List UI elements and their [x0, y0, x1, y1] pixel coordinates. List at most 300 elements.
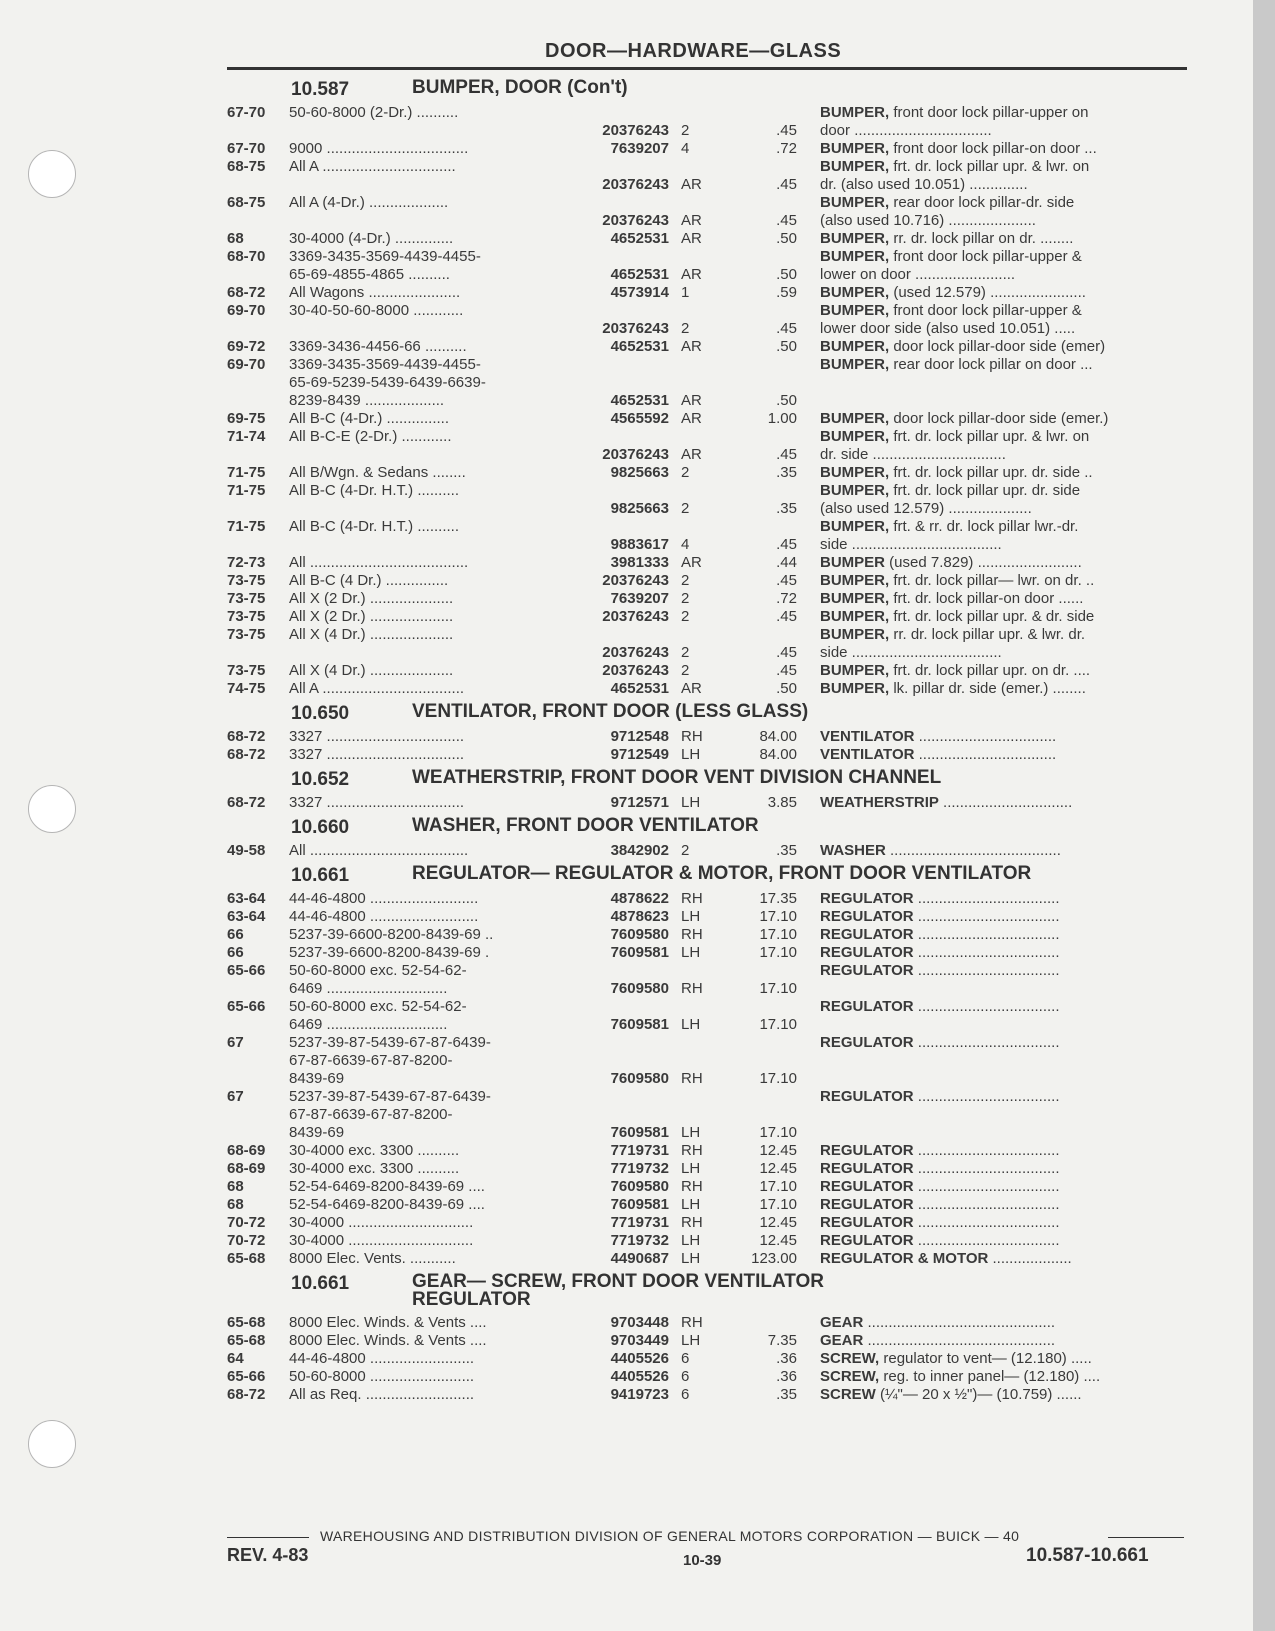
part-row [227, 518, 1187, 554]
quantity: 2 [681, 464, 690, 481]
section-title: VENTILATOR, FRONT DOOR (LESS GLASS) [412, 701, 809, 722]
price: .50 [776, 230, 797, 247]
part-name: BUMPER, [820, 680, 890, 697]
part-number: 7719731 [610, 1214, 669, 1231]
part-name: REGULATOR [820, 1088, 914, 1105]
part-number: 3981333 [610, 554, 669, 571]
section-number: 10.587 [291, 79, 350, 100]
model-year: 71-75 [227, 518, 266, 535]
part-number: 20376243 [602, 662, 669, 679]
model-year: 67-70 [227, 140, 266, 157]
part-number: 9825663 [610, 500, 669, 517]
part-description: REGULATOR .................................. [820, 1034, 1060, 1051]
part-row [227, 1160, 1187, 1178]
model-applic: 5237-39-6600-8200-8439-69 . [289, 944, 490, 961]
quantity: LH [681, 746, 701, 763]
quantity: 2 [681, 590, 690, 607]
part-description: REGULATOR .................................. [820, 962, 1060, 979]
model-year: 67 [227, 1088, 244, 1105]
quantity: AR [681, 446, 702, 463]
part-description: REGULATOR .................................. [820, 1142, 1060, 1159]
price: 17.35 [759, 890, 797, 907]
model-year: 68 [227, 230, 244, 247]
model-applic: 50-60-8000 exc. 52-54-62- 6469 ............................. [289, 962, 467, 997]
model-year: 71-75 [227, 464, 266, 481]
part-name: REGULATOR [820, 962, 914, 979]
quantity: 2 [681, 608, 690, 625]
section-heading [227, 698, 1187, 728]
part-description: BUMPER, lk. pillar dr. side (emer.) ........ [820, 680, 1086, 697]
part-row [227, 1368, 1187, 1386]
price: 12.45 [759, 1142, 797, 1159]
part-number: 4878622 [610, 890, 669, 907]
model-applic: 30-4000 .............................. [289, 1214, 474, 1231]
price: .50 [776, 392, 797, 409]
price: .45 [776, 662, 797, 679]
part-row [227, 746, 1187, 764]
part-row [227, 626, 1187, 662]
part-row [227, 944, 1187, 962]
quantity: LH [681, 908, 701, 925]
model-applic: 3327 ................................. [289, 746, 465, 763]
quantity: AR [681, 176, 702, 193]
part-row [227, 428, 1187, 464]
part-description: BUMPER, front door lock pillar-upper & lower on door ........................ [820, 248, 1082, 283]
part-name: BUMPER [820, 554, 886, 571]
model-applic: 50-60-8000 ......................... [289, 1368, 475, 1385]
part-description: BUMPER, (used 12.579) ....................... [820, 284, 1086, 301]
part-name: BUMPER, [820, 590, 890, 607]
quantity: LH [681, 944, 701, 961]
model-year: 71-74 [227, 428, 266, 445]
part-description: BUMPER, frt. dr. lock pillar upr. dr. side .. [820, 464, 1093, 481]
model-applic: All ...................................... [289, 842, 469, 859]
part-description: GEAR ............................................. [820, 1314, 1056, 1331]
quantity: 2 [681, 842, 690, 859]
model-year: 68 [227, 1196, 244, 1213]
part-name: BUMPER, [820, 428, 890, 445]
part-description: BUMPER, frt. dr. lock pillar upr. & dr. side [820, 608, 1095, 625]
part-number: 7609581 [610, 944, 669, 961]
model-applic: 30-4000 exc. 3300 .......... [289, 1160, 460, 1177]
part-name: REGULATOR [820, 944, 914, 961]
price: .45 [776, 212, 797, 229]
section-heading [227, 1268, 1187, 1314]
binder-hole [28, 150, 76, 198]
part-name: WEATHERSTRIP [820, 794, 939, 811]
model-applic: All B-C (4 Dr.) ............... [289, 572, 449, 589]
model-year: 68-72 [227, 746, 266, 763]
part-number: 7609580 [610, 926, 669, 943]
part-number: 20376243 [602, 608, 669, 625]
page-title: DOOR—HARDWARE—GLASS [545, 40, 842, 62]
quantity: AR [681, 554, 702, 571]
part-description: BUMPER, frt. dr. lock pillar-on door ...... [820, 590, 1084, 607]
model-year: 74-75 [227, 680, 266, 697]
model-applic: All B-C (4-Dr. H.T.) .......... [289, 482, 460, 499]
model-applic: All X (2 Dr.) .................... [289, 590, 454, 607]
part-name: REGULATOR & MOTOR [820, 1250, 989, 1267]
part-number: 9712571 [610, 794, 669, 811]
quantity: AR [681, 266, 702, 283]
part-row [227, 482, 1187, 518]
model-applic: 30-40-50-60-8000 ............ [289, 302, 464, 319]
section-heading [227, 812, 1187, 842]
part-name: REGULATOR [820, 1034, 914, 1051]
model-applic: 8000 Elec. Winds. & Vents .... [289, 1314, 487, 1331]
price: .50 [776, 266, 797, 283]
part-name: SCREW [820, 1386, 876, 1403]
model-applic: 9000 .................................. [289, 140, 469, 157]
header-rule [227, 67, 1187, 70]
quantity: RH [681, 926, 703, 943]
part-name: BUMPER, [820, 518, 890, 535]
section-number: 10.660 [291, 817, 350, 838]
price: .36 [776, 1350, 797, 1367]
part-name: SCREW, [820, 1368, 880, 1385]
part-row [227, 1034, 1187, 1088]
part-name: BUMPER, [820, 608, 890, 625]
part-name: BUMPER, [820, 662, 890, 679]
part-description: BUMPER (used 7.829) ......................... [820, 554, 1082, 571]
part-number: 20376243 [602, 176, 669, 193]
model-year: 69-70 [227, 356, 266, 373]
model-year: 70-72 [227, 1232, 266, 1249]
footer-rule [227, 1537, 309, 1538]
binder-hole [28, 1420, 76, 1468]
part-row [227, 1332, 1187, 1350]
part-name: VENTILATOR [820, 728, 915, 745]
part-row [227, 356, 1187, 410]
part-name: VENTILATOR [820, 746, 915, 763]
model-applic: All B-C (4-Dr.) ............... [289, 410, 450, 427]
price: 84.00 [759, 728, 797, 745]
model-year: 68-69 [227, 1160, 266, 1177]
quantity: AR [681, 680, 702, 697]
part-row [227, 1178, 1187, 1196]
part-number: 9712549 [610, 746, 669, 763]
quantity: 1 [681, 284, 690, 301]
part-number: 7609580 [610, 980, 669, 997]
model-applic: All Wagons ...................... [289, 284, 461, 301]
section-number: 10.661 [291, 865, 350, 886]
part-row [227, 1088, 1187, 1142]
part-description: GEAR ............................................. [820, 1332, 1056, 1349]
quantity: 2 [681, 662, 690, 679]
part-description: BUMPER, rear door lock pillar-dr. side (also used 10.716) ..................... [820, 194, 1075, 229]
part-name: REGULATOR [820, 926, 914, 943]
part-row [227, 284, 1187, 302]
quantity: 2 [681, 500, 690, 517]
price: 17.10 [759, 1070, 797, 1087]
model-applic: 3369-3435-3569-4439-4455- 65-69-5239-5439-6439-6639- 8239-8439 ................... [289, 356, 486, 409]
model-applic: 44-46-4800 .......................... [289, 890, 479, 907]
part-number: 7639207 [610, 590, 669, 607]
part-number: 7719731 [610, 1142, 669, 1159]
model-year: 65-66 [227, 998, 266, 1015]
part-description: BUMPER, rr. dr. lock pillar on dr. ........ [820, 230, 1074, 247]
part-row [227, 608, 1187, 626]
price: .45 [776, 176, 797, 193]
model-applic: 5237-39-87-5439-67-87-6439- 67-87-6639-67-87-8200- 8439-69 [289, 1034, 491, 1087]
quantity: 4 [681, 536, 690, 553]
part-number: 9703448 [610, 1314, 669, 1331]
section-number: 10.650 [291, 703, 350, 724]
part-description: BUMPER, door lock pillar-door side (emer) [820, 338, 1106, 355]
model-applic: 5237-39-6600-8200-8439-69 .. [289, 926, 494, 943]
quantity: LH [681, 794, 701, 811]
part-row [227, 590, 1187, 608]
model-year: 66 [227, 926, 244, 943]
price: .72 [776, 590, 797, 607]
part-row [227, 662, 1187, 680]
price: .36 [776, 1368, 797, 1385]
model-year: 69-72 [227, 338, 266, 355]
part-row [227, 1142, 1187, 1160]
part-description: BUMPER, frt. dr. lock pillar upr. dr. side (also used 12.579) .................... [820, 482, 1081, 517]
part-description: BUMPER, frt. dr. lock pillar upr. on dr. .... [820, 662, 1091, 679]
price: 17.10 [759, 908, 797, 925]
price: .50 [776, 338, 797, 355]
part-description: BUMPER, front door lock pillar-upper & lower door side (also used 10.051) ..... [820, 302, 1082, 337]
part-name: REGULATOR [820, 1214, 914, 1231]
model-year: 66 [227, 944, 244, 961]
model-applic: All ...................................... [289, 554, 469, 571]
part-row [227, 1250, 1187, 1268]
part-name: BUMPER, [820, 248, 890, 265]
quantity: 6 [681, 1386, 690, 1403]
section-title: WASHER, FRONT DOOR VENTILATOR [412, 815, 759, 836]
quantity: 6 [681, 1368, 690, 1385]
part-description: WASHER ......................................... [820, 842, 1061, 859]
part-description: REGULATOR .................................. [820, 944, 1060, 961]
model-applic: All as Req. .......................... [289, 1386, 475, 1403]
price: 17.10 [759, 1178, 797, 1195]
quantity: LH [681, 1196, 701, 1213]
model-year: 68 [227, 1178, 244, 1195]
part-row [227, 410, 1187, 428]
part-row [227, 302, 1187, 338]
model-year: 68-72 [227, 1386, 266, 1403]
part-description: REGULATOR .................................. [820, 1088, 1060, 1105]
quantity: RH [681, 728, 703, 745]
part-description: REGULATOR .................................. [820, 1214, 1060, 1231]
part-name: BUMPER, [820, 626, 890, 643]
model-year: 73-75 [227, 572, 266, 589]
part-row [227, 1314, 1187, 1332]
part-name: BUMPER, [820, 482, 890, 499]
model-year: 70-72 [227, 1214, 266, 1231]
part-number: 4565592 [610, 410, 669, 427]
part-number: 4878623 [610, 908, 669, 925]
part-row [227, 464, 1187, 482]
part-number: 9712548 [610, 728, 669, 745]
model-applic: All A ................................ [289, 158, 456, 175]
model-year: 68-72 [227, 794, 266, 811]
model-applic: All A (4-Dr.) ................... [289, 194, 449, 211]
section-title: WEATHERSTRIP, FRONT DOOR VENT DIVISION CHANNEL [412, 767, 942, 788]
model-year: 64 [227, 1350, 244, 1367]
part-name: BUMPER, [820, 284, 890, 301]
price: 17.10 [759, 1196, 797, 1213]
price: .44 [776, 554, 797, 571]
part-description: BUMPER, frt. & rr. dr. lock pillar lwr.-dr. side .................................... [820, 518, 1079, 553]
part-description: BUMPER, frt. dr. lock pillar upr. & lwr. on dr. side ................................ [820, 428, 1090, 463]
model-year: 68-75 [227, 158, 266, 175]
section-title: GEAR— SCREW, FRONT DOOR VENTILATOR REGULATOR [412, 1271, 825, 1310]
model-applic: 5237-39-87-5439-67-87-6439- 67-87-6639-67-87-8200- 8439-69 [289, 1088, 491, 1141]
page-number: 10-39 [683, 1552, 722, 1569]
model-applic: 52-54-6469-8200-8439-69 .... [289, 1178, 485, 1195]
quantity: LH [681, 1250, 701, 1267]
quantity: AR [681, 338, 702, 355]
part-description: REGULATOR .................................. [820, 1160, 1060, 1177]
part-number: 3842902 [610, 842, 669, 859]
model-year: 49-58 [227, 842, 266, 859]
part-description: VENTILATOR ................................. [820, 746, 1057, 763]
price: .35 [776, 500, 797, 517]
part-name: REGULATOR [820, 1178, 914, 1195]
part-row [227, 194, 1187, 230]
part-name: REGULATOR [820, 1232, 914, 1249]
part-number: 4573914 [610, 284, 669, 301]
part-name: REGULATOR [820, 1142, 914, 1159]
model-year: 63-64 [227, 908, 266, 925]
section-heading [227, 74, 1187, 104]
model-applic: 30-4000 (4-Dr.) .............. [289, 230, 454, 247]
model-applic: 50-60-8000 exc. 52-54-62- 6469 ............................. [289, 998, 467, 1033]
part-number: 4652531 [610, 338, 669, 355]
model-applic: All A .................................. [289, 680, 465, 697]
part-row [227, 728, 1187, 746]
part-name: BUMPER, [820, 194, 890, 211]
part-number: 4405526 [610, 1368, 669, 1385]
price: 7.35 [767, 1332, 797, 1349]
price: 123.00 [751, 1250, 797, 1267]
part-name: REGULATOR [820, 998, 914, 1015]
part-number: 9883617 [610, 536, 669, 553]
part-number: 7609581 [610, 1016, 669, 1033]
quantity: 4 [681, 140, 690, 157]
quantity: AR [681, 410, 702, 427]
quantity: RH [681, 1142, 703, 1159]
footer-division: WAREHOUSING AND DISTRIBUTION DIVISION OF GENERAL MOTORS CORPORATION — BUICK — 40 [320, 1528, 1020, 1544]
part-number: 9825663 [610, 464, 669, 481]
model-year: 71-75 [227, 482, 266, 499]
quantity: LH [681, 1160, 701, 1177]
part-number: 7639207 [610, 140, 669, 157]
section-number: 10.661 [291, 1273, 350, 1294]
model-year: 73-75 [227, 626, 266, 643]
model-year: 68-72 [227, 284, 266, 301]
part-description: BUMPER, door lock pillar-door side (emer.) [820, 410, 1109, 427]
section-title: BUMPER, DOOR (Con't) [412, 77, 628, 98]
part-name: BUMPER, [820, 356, 890, 373]
model-applic: All B/Wgn. & Sedans ........ [289, 464, 466, 481]
part-description: WEATHERSTRIP ............................... [820, 794, 1073, 811]
quantity: 6 [681, 1350, 690, 1367]
price: .45 [776, 572, 797, 589]
part-row [227, 572, 1187, 590]
part-name: BUMPER, [820, 464, 890, 481]
part-row [227, 140, 1187, 158]
part-name: REGULATOR [820, 1196, 914, 1213]
price: .45 [776, 122, 797, 139]
part-number: 4405526 [610, 1350, 669, 1367]
price: 17.10 [759, 944, 797, 961]
part-row [227, 794, 1187, 812]
quantity: AR [681, 392, 702, 409]
price: .50 [776, 680, 797, 697]
part-name: BUMPER, [820, 572, 890, 589]
model-year: 63-64 [227, 890, 266, 907]
revision-label: REV. 4-83 [227, 1545, 309, 1565]
price: .35 [776, 1386, 797, 1403]
part-description: REGULATOR .................................. [820, 890, 1060, 907]
part-row [227, 1386, 1187, 1404]
part-description: REGULATOR .................................. [820, 908, 1060, 925]
model-applic: 3369-3436-4456-66 .......... [289, 338, 467, 355]
quantity: LH [681, 1016, 701, 1033]
part-description: BUMPER, frt. dr. lock pillar— lwr. on dr. .. [820, 572, 1095, 589]
part-name: BUMPER, [820, 230, 890, 247]
price: 12.45 [759, 1232, 797, 1249]
binder-hole [28, 785, 76, 833]
price: .45 [776, 320, 797, 337]
model-year: 73-75 [227, 662, 266, 679]
part-row [227, 962, 1187, 998]
part-name: BUMPER, [820, 338, 890, 355]
price: 17.10 [759, 1016, 797, 1033]
quantity: 2 [681, 644, 690, 661]
model-year: 68-72 [227, 728, 266, 745]
quantity: 2 [681, 320, 690, 337]
model-applic: 44-46-4800 ......................... [289, 1350, 475, 1367]
part-row [227, 890, 1187, 908]
price: 84.00 [759, 746, 797, 763]
part-row [227, 1214, 1187, 1232]
part-number: 4652531 [610, 680, 669, 697]
part-row [227, 158, 1187, 194]
part-number: 7609580 [610, 1178, 669, 1195]
parts-list [227, 74, 1187, 1404]
quantity: RH [681, 980, 703, 997]
model-applic: 8000 Elec. Winds. & Vents .... [289, 1332, 487, 1349]
model-year: 68-70 [227, 248, 266, 265]
part-name: GEAR [820, 1332, 864, 1349]
model-applic: All X (4 Dr.) .................... [289, 626, 454, 643]
quantity: LH [681, 1124, 701, 1141]
part-number: 7719732 [610, 1232, 669, 1249]
part-row [227, 842, 1187, 860]
part-name: REGULATOR [820, 890, 914, 907]
price: 12.45 [759, 1160, 797, 1177]
quantity: RH [681, 1070, 703, 1087]
part-row [227, 338, 1187, 356]
quantity: RH [681, 1178, 703, 1195]
part-row [227, 998, 1187, 1034]
part-description: VENTILATOR ................................. [820, 728, 1057, 745]
price: .59 [776, 284, 797, 301]
part-name: BUMPER, [820, 140, 890, 157]
quantity: 2 [681, 572, 690, 589]
quantity: RH [681, 1314, 703, 1331]
quantity: LH [681, 1332, 701, 1349]
part-row [227, 104, 1187, 140]
model-applic: 50-60-8000 (2-Dr.) .......... [289, 104, 459, 121]
part-row [227, 1232, 1187, 1250]
part-number: 20376243 [602, 122, 669, 139]
